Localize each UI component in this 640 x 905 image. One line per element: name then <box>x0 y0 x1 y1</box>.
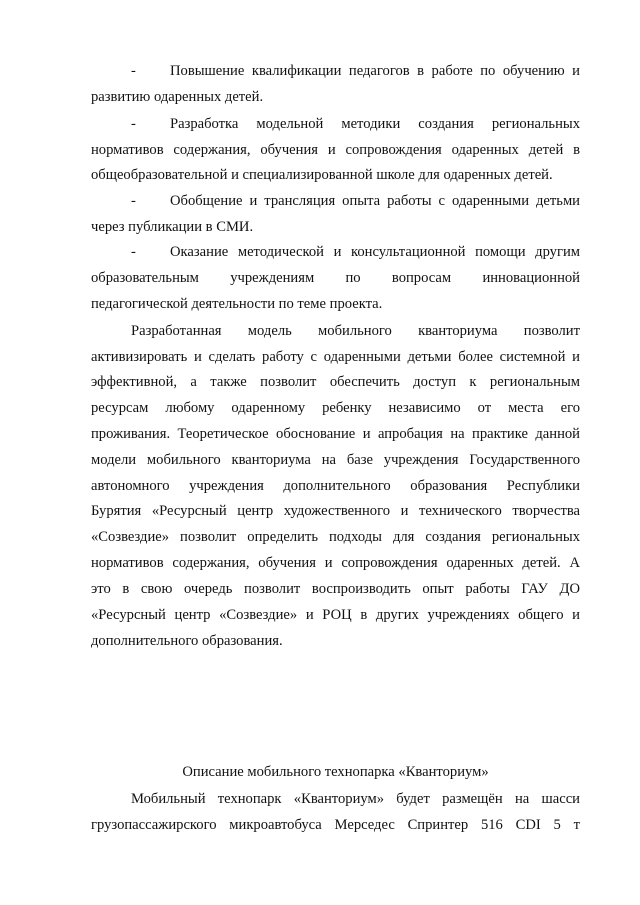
bullet-dash: - <box>131 244 136 260</box>
bullet-1-line-1: Повышение квалификации педагогов в работе по обучению и <box>170 63 580 79</box>
bullet-2-line-1: Разработка модельной методики создания региональных <box>170 116 580 132</box>
paragraph-1-line-5: проживания. Теоретическое обоснование и апробация на практике данной <box>91 426 580 442</box>
bullet-dash: - <box>131 63 136 79</box>
bullet-3-line-2: через публикации в СМИ. <box>91 219 254 235</box>
paragraph-1-line-12: «Ресурсный центр «Созвездие» и РОЦ в других учреждениях общего и <box>91 607 580 623</box>
bullet-4-line-2: образовательным учреждениям по вопросам инновационной <box>91 270 580 286</box>
paragraph-1-line-7: автономного учреждения дополнительного образования Республики <box>91 478 580 494</box>
paragraph-1-line-3: эффективной, а также позволит обеспечить доступ к региональным <box>91 374 580 390</box>
bullet-2-line-2: нормативов содержания, обучения и сопровождения одаренных детей в <box>91 142 580 158</box>
paragraph-1-line-6: модели мобильного кванториума на базе учреждения Государственного <box>91 452 580 468</box>
paragraph-1-line-8: Бурятия «Ресурсный центр художественного и технического творчества <box>91 503 580 519</box>
bullet-2-line-3: общеобразовательной и специализированной школе для одаренных детей. <box>91 167 553 183</box>
bullet-1-line-2: развитию одаренных детей. <box>91 89 264 105</box>
paragraph-1-line-2: активизировать и сделать работу с одаренными детьми более системной и <box>91 349 580 365</box>
bullet-4-line-3: педагогической деятельности по теме проекта. <box>91 296 383 312</box>
section-heading: Описание мобильного технопарка «Кванториум» <box>182 764 489 780</box>
paragraph-2-line-2: грузопассажирского микроавтобуса Мерседес Спринтер 516 CDI 5 т <box>91 817 580 833</box>
bullet-dash: - <box>131 193 136 209</box>
paragraph-1-line-11: это в свою очередь позволит воспроизводить опыт работы ГАУ ДО <box>91 581 580 597</box>
paragraph-1-line-13: дополнительного образования. <box>91 633 283 649</box>
paragraph-1-line-4: ресурсам любому одаренному ребенку независимо от места его <box>91 400 580 416</box>
bullet-4-line-1: Оказание методической и консультационной помощи другим <box>170 244 580 260</box>
bullet-dash: - <box>131 116 136 132</box>
paragraph-1-line-10: нормативов содержания, обучения и сопровождения одаренных детей. А <box>91 555 580 571</box>
paragraph-1-line-9: «Созвездие» позволит определить подходы для создания региональных <box>91 529 580 545</box>
paragraph-2-line-1: Мобильный технопарк «Кванториум» будет размещён на шасси <box>131 791 580 807</box>
paragraph-1-line-1: Разработанная модель мобильного кванториума позволит <box>131 323 580 339</box>
bullet-3-line-1: Обобщение и трансляция опыта работы с одаренными детьми <box>170 193 580 209</box>
